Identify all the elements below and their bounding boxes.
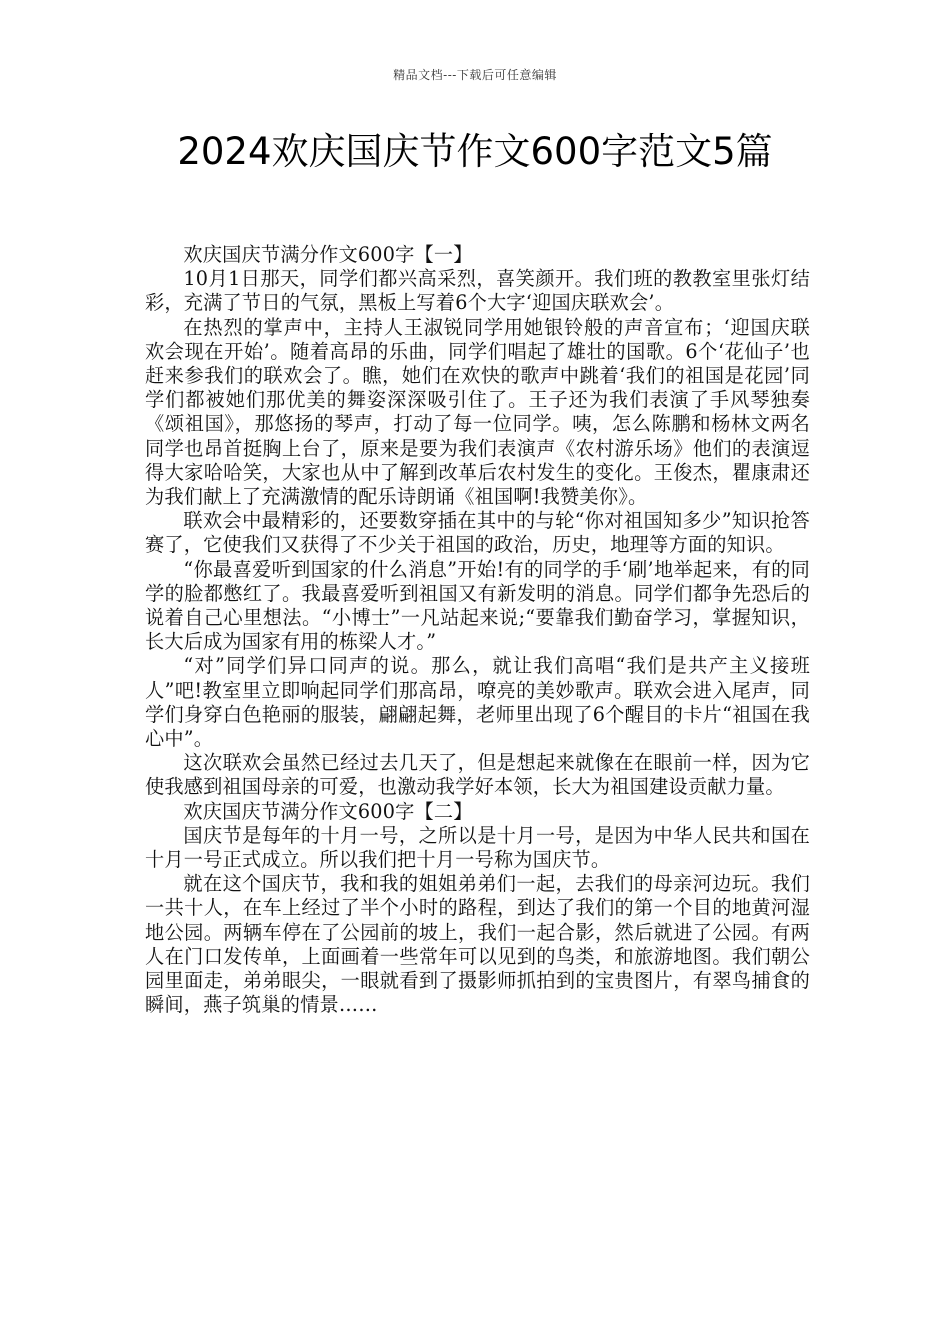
paragraph: 国庆节是每年的十月一号，之所以是十月一号，是因为中华人民共和国在十月一号正式成立。所以我们把十月一号称为国庆节。 <box>145 823 810 872</box>
paragraph: 这次联欢会虽然已经过去几天了，但是想起来就像在在眼前一样，因为它使我感到祖国母亲的可爱，也激动我学好本领，长大为祖国建设贡献力量。 <box>145 751 810 799</box>
paragraph: 联欢会中最精彩的，还要数穿插在其中的与轮“你对祖国知多少”知识抢答赛了，它使我们又获得了不少关于祖国的政治，历史，地理等方面的知识。 <box>145 509 810 557</box>
header-note: 精品文档---下载后可任意编辑 <box>393 68 557 82</box>
document-title: 2024欢庆国庆节作文600字范文5篇 <box>177 130 773 173</box>
paragraph: 就在这个国庆节，我和我的姐姐弟弟们一起，去我们的母亲河边玩。我们一共十人，在车上经过了半个小时的路程，到达了我们的第一个目的地黄河湿地公园。两辆车停在了公园前的坡上，我们一起合影，然后就进了公园。有两人在门口发传单，上面画着一些常年可以见到的鸟类，和旅游地图。我们朝公园里面走，弟弟眼尖，一眼就看到了摄影师抓拍到的宝贵图片，有翠鸟捕食的瞬间，燕子筑巢的情景…… <box>145 872 810 1017</box>
document-body <box>145 243 810 1018</box>
paragraph: 在热烈的掌声中，主持人王淑锐同学用她银铃般的声音宣布；‘迎国庆联欢会现在开始’。随着高昂的乐曲，同学们唱起了雄壮的国歌。6个‘花仙子’也赶来参我们的联欢会了。瞧，她们在欢快的歌声中跳着‘我们的祖国是花园’同学们都被她们那优美的舞姿深深吸引住了。王子还为我们表演了手风琴独奏《颂祖国》，那悠扬的琴声，打动了每一位同学。咦，怎么陈鹏和杨林文两名同学也昂首挺胸上台了，原来是要为我们表演声《农村游乐场》他们的表演逗得大家哈哈笑，大家也从中了解到改革后农村发生的变化。王俊杰，瞿康肃还为我们献上了充满激情的配乐诗朗诵《祖国啊!我赞美你》。 <box>145 315 810 509</box>
section-heading: 欢庆国庆节满分作文600字【二】 <box>183 799 473 823</box>
section-heading: 欢庆国庆节满分作文600字【一】 <box>183 243 473 266</box>
paragraph: 10月1日那天，同学们都兴高采烈，喜笑颜开。我们班的教教室里张灯结彩，充满了节日的气氛，黑板上写着6个大字‘迎国庆联欢会’。 <box>145 267 810 315</box>
paragraph: “对”同学们异口同声的说。那么，就让我们高唱“我们是共产主义接班人”吧!教室里立即响起同学们那高昂，嘹亮的美妙歌声。联欢会进入尾声，同学们身穿白色艳丽的服装，翩翩起舞，老师里出现了6个醒目的卡片“祖国在我心中”。 <box>145 654 810 751</box>
paragraph: “你最喜爱听到国家的什么消息”开始!有的同学的手‘刷’地举起来，有的同学的脸都憋红了。我最喜爱听到祖国又有新发明的消息。同学们都争先恐后的说着自己心里想法。“小博士”一凡站起来说;“要靠我们勤奋学习，掌握知识，长大后成为国家有用的栋梁人才。” <box>145 557 810 654</box>
